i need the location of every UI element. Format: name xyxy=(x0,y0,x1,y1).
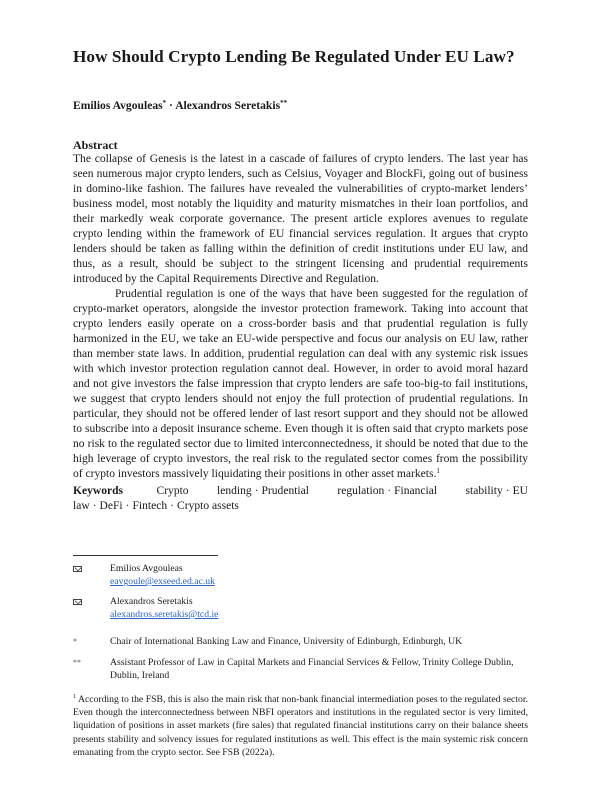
keywords-section xyxy=(73,484,528,514)
marker xyxy=(73,562,113,575)
footnote-reference[interactable]: 1 xyxy=(436,467,440,475)
author-list xyxy=(73,99,287,112)
keyword: Financial stability xyxy=(394,485,503,497)
contact-email-link[interactable]: alexandros.seretakis@tcd.ie xyxy=(110,609,219,620)
paper-title: How Should Crypto Lending Be Regulated Under EU Law? xyxy=(73,47,515,66)
contact-body xyxy=(110,562,530,588)
contact-email-link[interactable]: eavgoule@exseed.ed.ac.uk xyxy=(110,576,215,587)
keywords-label: Keywords xyxy=(73,485,124,497)
keyword: DeFi xyxy=(99,500,123,513)
envelope-icon xyxy=(73,566,82,572)
author-separator: · xyxy=(166,99,176,112)
contact-name: Alexandros Seretakis xyxy=(110,596,193,607)
keyword: Fintech xyxy=(132,500,168,513)
keyword: Crypto assets xyxy=(177,500,239,513)
keyword-separator: · xyxy=(125,500,130,513)
keyword: Crypto lending xyxy=(156,485,252,497)
abstract-body xyxy=(73,152,528,482)
author-name: Emilios Avgouleas xyxy=(73,99,163,112)
keyword-separator: · xyxy=(387,485,392,497)
affiliation-mark: * xyxy=(73,637,77,646)
affiliation-text: Assistant Professor of Law in Capital Markets and Financial Services & Fellow, Trinity College Dublin, Dublin, Ireland xyxy=(110,657,514,681)
footnote xyxy=(73,693,528,759)
author-name: Alexandros Seretakis xyxy=(175,99,281,112)
envelope-icon xyxy=(73,599,82,605)
author-affiliation-mark: * xyxy=(162,99,167,107)
contact-name: Emilios Avgouleas xyxy=(110,563,183,574)
keyword: Prudential regulation xyxy=(261,485,385,497)
footnote-number: 1 xyxy=(73,694,76,700)
keyword-separator: · xyxy=(505,485,510,497)
abstract-paragraph xyxy=(73,287,528,482)
footnote-text: According to the FSB, this is also the main risk that non-bank financial intermediation poses to the regulated sector. Even though the interconnectedness between NBFI operators and institutions in the regulated sector is very limited, liquidation of positions in asset markets (fire sales) that regulated financial institutions carry on their balance sheets presents stability and solvency issues for regulated institutions as well. This effect is the main systemic risk concern emanating from the crypto sector. See FSB (2022a). xyxy=(73,694,529,758)
footnote-divider xyxy=(73,555,218,556)
affiliation-mark: ** xyxy=(73,658,81,667)
keyword-separator: · xyxy=(254,485,259,497)
marker xyxy=(73,595,113,608)
abstract-heading: Abstract xyxy=(73,138,118,152)
abstract-paragraph-text: Prudential regulation is one of the ways that have been suggested for the regulation of crypto-market operators, alongside the investor protection framework. Taking into account that crypto lenders easily operate on a cross-border basis and that prudential regulation is fully harmonized in the EU, we take an EU-wide perspective and focus our analysis on EU law, rather than member state laws. In addition, prudential regulation can deal with any systemic risk issues with which investor protection regulation cannot deal. However, in order to avoid moral hazard and not give investors the false impression that crypto lenders are safe too-big-to fail institutions, we suggest that crypto lenders should not enjoy the full protection of prudential regulations. In particular, they should not be offered lender of last resort support and they should not be allowed to subscribe into a deposit insurance scheme. Even though it is often said that crypto markets pose no risk to the regulated sector due to limited interconnectedness, it should be noted that due to the high leverage of crypto investors, the real risk to the regulated sector comes from the possibility of crypto investors massively liquidating their positions in other asset markets. xyxy=(73,288,528,480)
abstract-paragraph: The collapse of Genesis is the latest in a cascade of failures of crypto lenders. The last year has seen numerous major crypto lenders, such as Celsius, Voyager and BlockFi, going out of business in domino-like fashion. The failures have revealed the vulnerabilities of crypto-market lenders’ business model, most notably the liquidity and maturity mismatches in their loan portfolios, and their markedly weak corporate governance. The present article explores avenues to regulate crypto lending within the framework of EU financial services regulation. It argues that crypto lenders should be taken as falling within the definition of credit institutions under EU law, and thus, as a result, should be subject to the stringent licensing and prudential requirements introduced by the Capital Requirements Directive and Regulation. xyxy=(73,153,528,285)
keyword-separator: · xyxy=(170,500,175,513)
contact-body xyxy=(110,595,530,621)
affiliation-text: Chair of International Banking Law and Finance, University of Edinburgh, Edinburgh, UK xyxy=(110,636,463,647)
author-affiliation-mark: ** xyxy=(280,99,288,107)
keyword: EU law xyxy=(73,485,528,513)
keyword-separator: · xyxy=(92,500,97,513)
